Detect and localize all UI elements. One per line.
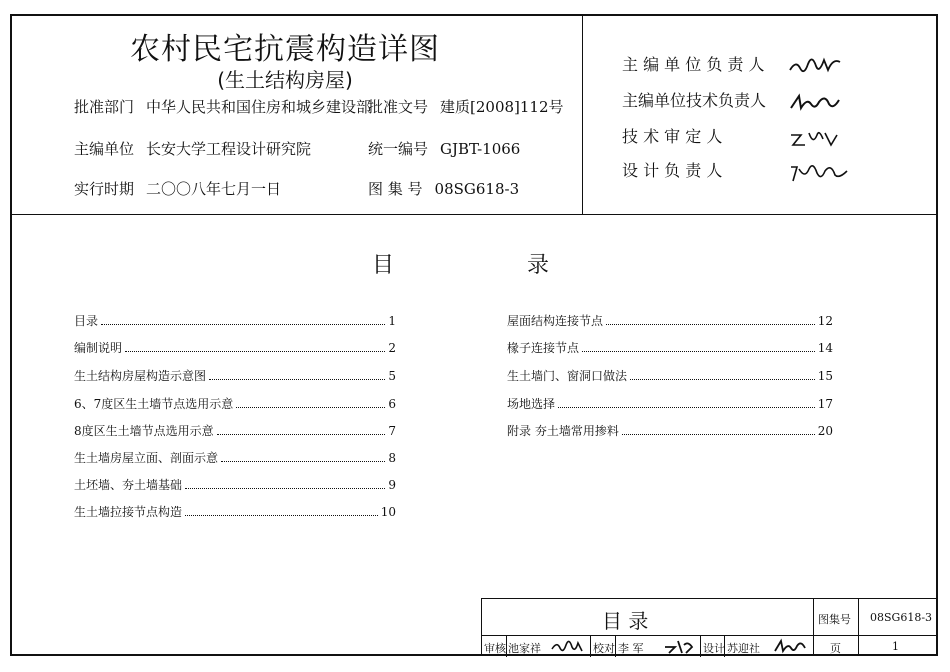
signatory-row: 主 编 单 位 负 责 人 — [622, 52, 847, 77]
handwritten-signature — [787, 161, 857, 183]
toc-entry[interactable]: 6、7度区生土墙节点选用示意 6 — [74, 397, 396, 411]
reviewer-label: 审核 — [484, 642, 506, 655]
info-row-approval-doc: 批准文号 建质[2008]112号 — [368, 98, 564, 116]
toc-entry[interactable]: 目录 1 — [74, 314, 396, 328]
header-vertical-divider — [582, 14, 583, 214]
atlas-subtitle: (生土结构房屋) — [217, 68, 353, 92]
handwritten-signature — [787, 127, 847, 149]
handwritten-signature — [787, 55, 847, 77]
signatory-row: 主编单位技术负责人 — [622, 88, 847, 113]
info-row-editor: 主编单位 长安大学工程设计研究院 — [74, 140, 312, 158]
toc-entry[interactable]: 生土墙拉接节点构造 10 — [74, 505, 396, 519]
toc-heading-left: 目 — [372, 253, 395, 278]
checker-label: 校对 — [593, 642, 615, 655]
page-number: 1 — [892, 640, 899, 653]
info-row-approval: 批准部门 中华人民共和国住房和城乡建设部 — [74, 98, 372, 116]
toc-entry[interactable]: 场地选择 17 — [507, 397, 833, 411]
designer-signature — [772, 637, 812, 655]
toc-heading-right: 录 — [527, 253, 550, 278]
header-divider — [10, 214, 938, 215]
page-label: 页 — [830, 642, 841, 655]
signatory-row: 技 术 审 定 人 — [622, 124, 847, 149]
info-row-unified-no: 统一编号 GJBT-1066 — [368, 140, 521, 158]
handwritten-signature — [787, 91, 847, 113]
toc-entry[interactable]: 8度区生土墙节点选用示意 7 — [74, 424, 396, 438]
atlas-title: 农村民宅抗震构造详图 — [130, 32, 440, 67]
toc-entry[interactable]: 生土墙房屋立面、剖面示意 8 — [74, 451, 396, 465]
toc-entry[interactable]: 附录 夯土墙常用掺料 20 — [507, 424, 833, 438]
toc-entry[interactable]: 屋面结构连接节点 12 — [507, 314, 833, 328]
sheet-title: 目 录 — [602, 609, 649, 633]
reviewer-signature — [550, 637, 590, 655]
info-row-atlas-no: 图 集 号 08SG618-3 — [368, 180, 520, 198]
designer-label: 设计 — [703, 642, 725, 655]
checker-name: 李 军 — [618, 642, 644, 655]
checker-signature — [662, 637, 698, 655]
atlas-no-label: 图集号 — [818, 613, 851, 626]
toc-entry[interactable]: 生土结构房屋构造示意图 5 — [74, 369, 396, 383]
toc-entry[interactable]: 土坯墙、夯土墙基础 9 — [74, 478, 396, 492]
signatory-row: 设 计 负 责 人 — [622, 158, 857, 183]
atlas-no-value: 08SG618-3 — [870, 611, 933, 624]
info-row-effective-date: 实行时期 二〇〇八年七月一日 — [74, 180, 282, 198]
toc-entry[interactable]: 生土墙门、窗洞口做法 15 — [507, 369, 833, 383]
toc-entry[interactable]: 编制说明 2 — [74, 341, 396, 355]
title-block — [481, 598, 938, 656]
designer-name: 苏迎社 — [727, 642, 760, 655]
toc-entry[interactable]: 椽子连接节点 14 — [507, 341, 833, 355]
reviewer-name: 池家祥 — [508, 642, 541, 655]
